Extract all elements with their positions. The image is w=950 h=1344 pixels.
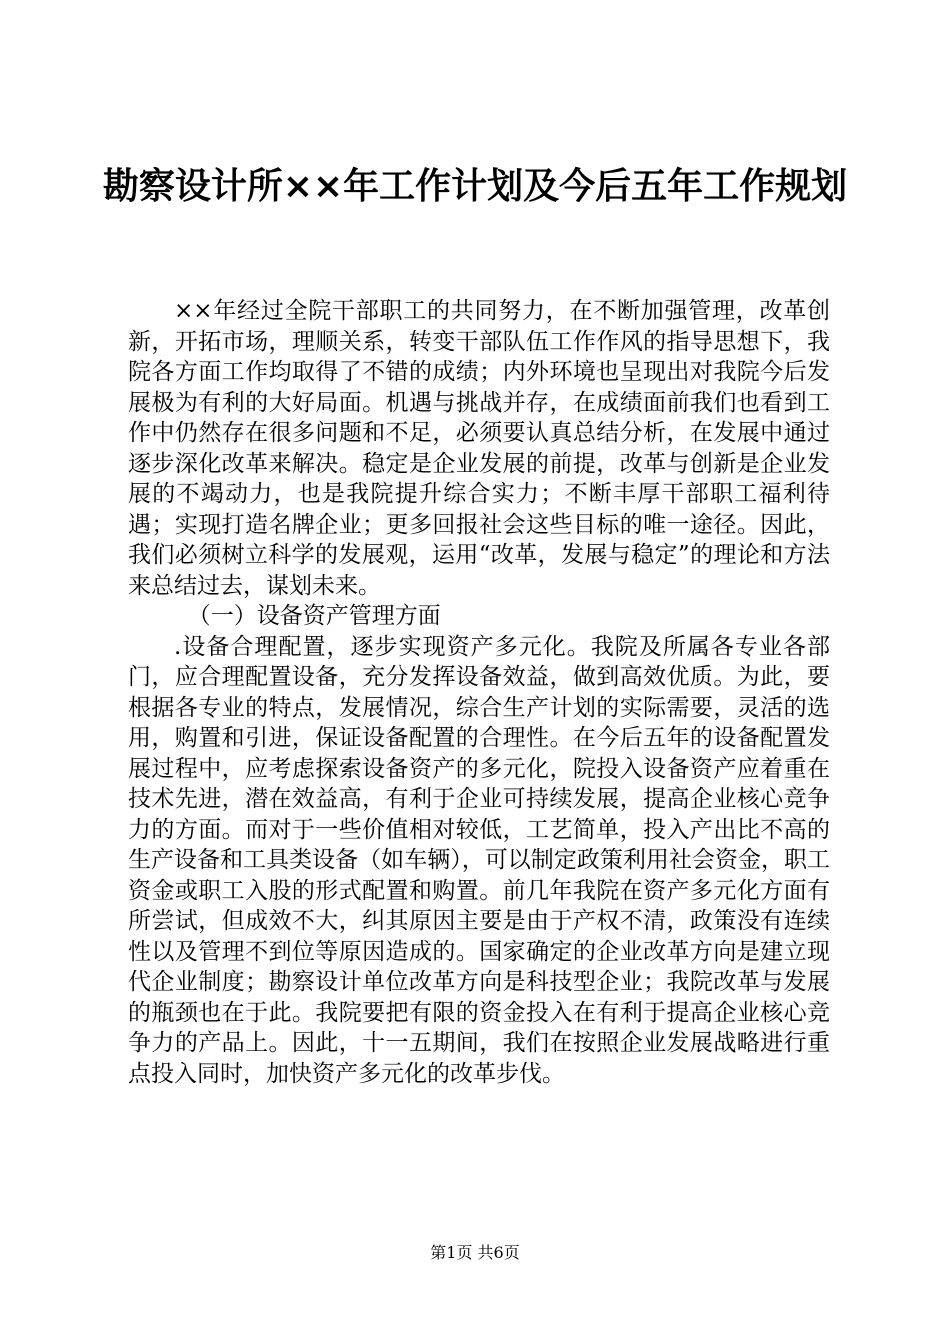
document-body xyxy=(128,296,830,1089)
section-heading: （一）设备资产管理方面 xyxy=(187,603,441,629)
document-title: 勘察设计所××年工作计划及今后五年工作规划 xyxy=(102,166,848,207)
intro-paragraph: ××年经过全院干部职工的共同努力，在不断加强管理，改革创新，开拓市场，理顺关系，转变干部队伍工作作风的指导思想下，我院各方面工作均取得了不错的成绩；内外环境也呈现出对我院今后发展极为有利的大好局面。机遇与挑战并存，在成绩面前我们也看到工作中仍然存在很多问题和不足，必须要认真总结分析，在发展中通过逐步深化改革来解决。稳定是企业发展的前提，改革与创新是企业发展的不竭动力，也是我院提升综合实力；不断丰厚干部职工福利待遇；实现打造名牌企业；更多回报社会这些目标的唯一途径。因此，我们必须树立科学的发展观，运用“改革，发展与稳定”的理论和方法来总结过去，谋划未来。 xyxy=(128,298,830,599)
page-footer: 第1页 共6页 xyxy=(430,1243,520,1262)
section-paragraph: .设备合理配置，逐步实现资产多元化。我院及所属各专业各部门，应合理配置设备，充分发挥设备效益，做到高效优质。为此，要根据各专业的特点，发展情况，综合生产计划的实际需要，灵活的选用，购置和引进，保证设备配置的合理性。在今后五年的设备配置发展过程中，应考虑探索设备资产的多元化，院投入设备资产应着重在技术先进，潜在效益高，有利于企业可持续发展，提高企业核心竞争力的方面。而对于一些价值相对较低，工艺简单，投入产出比不高的生产设备和工具类设备（如车辆），可以制定政策利用社会资金，职工资金或职工入股的形式配置和购置。前几年我院在资产多元化方面有所尝试，但成效不大，纠其原因主要是由于产权不清，政策没有连续性以及管理不到位等原因造成的。国家确定的企业改革方向是建立现代企业制度；勘察设计单位改革方向是科技型企业；我院改革与发展的瓶颈也在于此。我院要把有限的资金投入在有利于提高企业核心竞争力的产品上。因此，十一五期间，我们在按照企业发展战略进行重点投入同时，加快资产多元化的改革步伐。 xyxy=(128,633,830,1087)
